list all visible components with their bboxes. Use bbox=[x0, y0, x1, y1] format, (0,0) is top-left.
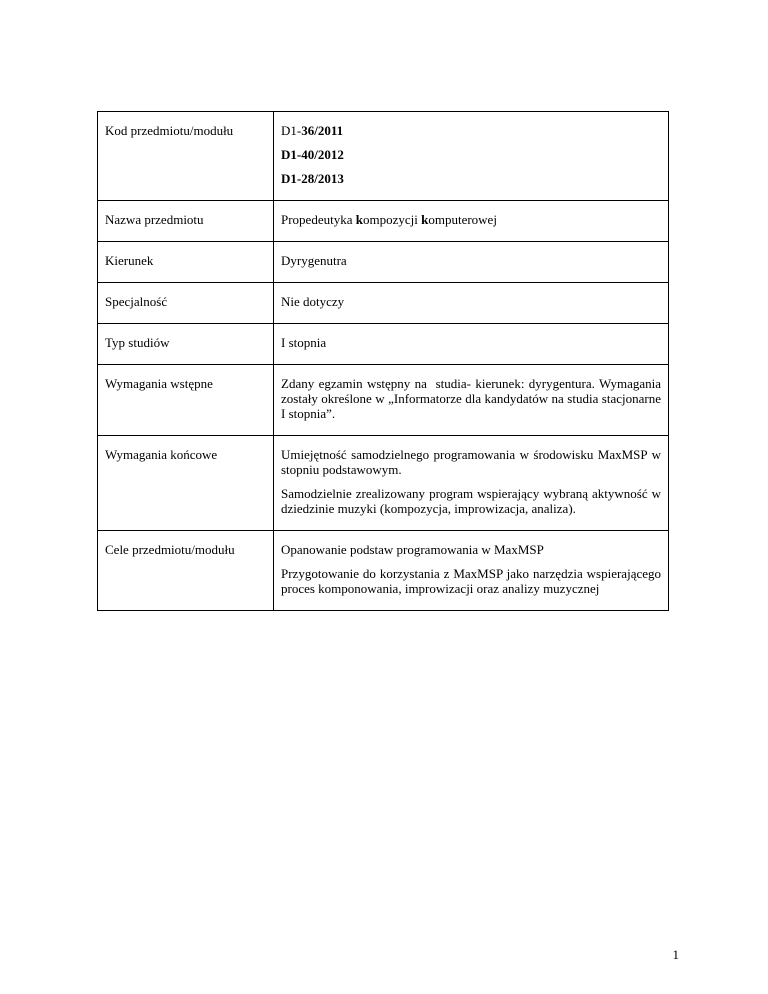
cell-paragraph: Zdany egzamin wstępny na studia- kierunek: dyrygentura. Wymagania zostały określone w „Informatorze dla kandydatów na studia stacjonarne I stopnia”. bbox=[281, 376, 665, 421]
cell-paragraph: Opanowanie podstaw programowania w MaxMSP bbox=[281, 542, 544, 557]
label-cell bbox=[98, 365, 274, 436]
table-row-course-objectives bbox=[98, 531, 669, 611]
cell-paragraph: Przygotowanie do korzystania z MaxMSP jako narzędzia wspierającego proces komponowania, improwizacji oraz analizy muzycznej bbox=[281, 566, 661, 596]
syllabus-table bbox=[97, 111, 669, 611]
label-cell bbox=[98, 531, 274, 611]
label-cell bbox=[98, 283, 274, 324]
value-cell bbox=[274, 112, 669, 201]
table-row-course-name bbox=[98, 201, 669, 242]
table-row-specialty bbox=[98, 283, 669, 324]
cell-paragraph: Nie dotyczy bbox=[281, 294, 345, 309]
value-cell bbox=[274, 201, 669, 242]
row-label: Kod przedmiotu/modułu bbox=[105, 123, 234, 138]
table-row-course-code bbox=[98, 112, 669, 201]
course-code-line: D1-28/2013 bbox=[281, 171, 344, 186]
value-cell bbox=[274, 283, 669, 324]
cell-paragraph: I stopnia bbox=[281, 335, 327, 350]
row-label: Nazwa przedmiotu bbox=[105, 212, 204, 227]
row-label: Typ studiów bbox=[105, 335, 170, 350]
table-row-study-type bbox=[98, 324, 669, 365]
label-cell bbox=[98, 436, 274, 531]
row-label: Specjalność bbox=[105, 294, 168, 309]
cell-paragraph: Umiejętność samodzielnego programowania w środowisku MaxMSP w stopniu podstawowym. bbox=[281, 447, 661, 477]
row-label: Wymagania końcowe bbox=[105, 447, 218, 462]
value-cell bbox=[274, 365, 669, 436]
table-row-field bbox=[98, 242, 669, 283]
value-cell bbox=[274, 436, 669, 531]
label-cell bbox=[98, 112, 274, 201]
label-cell bbox=[98, 242, 274, 283]
value-cell bbox=[274, 531, 669, 611]
course-name: Propedeutyka kompozycji komputerowej bbox=[281, 212, 497, 227]
cell-paragraph: Samodzielnie zrealizowany program wspierający wybraną aktywność w dziedzinie muzyki (kompozycja, improwizacja, analiza). bbox=[281, 486, 661, 516]
row-label: Cele przedmiotu/modułu bbox=[105, 542, 235, 557]
value-cell bbox=[274, 242, 669, 283]
row-label: Kierunek bbox=[105, 253, 154, 268]
row-label: Wymagania wstępne bbox=[105, 376, 213, 391]
label-cell bbox=[98, 201, 274, 242]
course-code-line: D1-36/2011 bbox=[281, 123, 344, 138]
table-row-final-requirements bbox=[98, 436, 669, 531]
cell-paragraph: Dyrygenutra bbox=[281, 253, 347, 268]
page-number: 1 bbox=[672, 947, 679, 962]
label-cell bbox=[98, 324, 274, 365]
course-code-line: D1-40/2012 bbox=[281, 147, 344, 162]
value-cell bbox=[274, 324, 669, 365]
table-row-entry-requirements bbox=[98, 365, 669, 436]
